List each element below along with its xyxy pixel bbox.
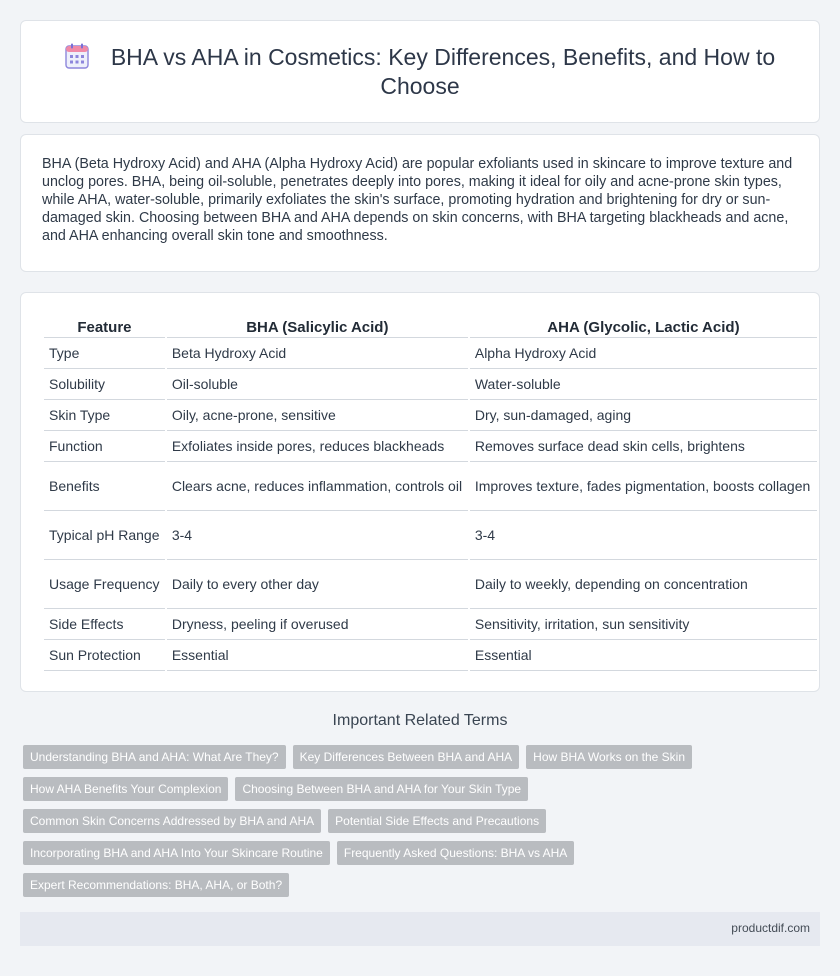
feature-cell: Type: [44, 338, 165, 369]
related-term-tag[interactable]: Key Differences Between BHA and AHA: [293, 745, 520, 769]
table-row: [44, 640, 817, 671]
header-aha: AHA (Glycolic, Lactic Acid): [470, 314, 817, 338]
feature-cell: Benefits: [44, 462, 165, 511]
table-header-row: [44, 314, 817, 338]
feature-cell: Solubility: [44, 369, 165, 400]
related-term-tag[interactable]: How AHA Benefits Your Complexion: [23, 777, 228, 801]
bha-cell: Exfoliates inside pores, reduces blackheads: [167, 431, 468, 462]
bha-cell: Oily, acne-prone, sensitive: [167, 400, 468, 431]
bha-cell: Dryness, peeling if overused: [167, 609, 468, 640]
related-terms-heading: Important Related Terms: [332, 712, 508, 729]
bha-cell: 3-4: [167, 511, 468, 560]
feature-cell: Sun Protection: [44, 640, 165, 671]
page-title: [50, 43, 790, 101]
bha-cell: Oil-soluble: [167, 369, 468, 400]
header-feature: Feature: [44, 314, 165, 338]
related-term-tag[interactable]: Common Skin Concerns Addressed by BHA and AHA: [23, 809, 321, 833]
bha-cell: Clears acne, reduces inflammation, controls oil: [167, 462, 468, 511]
title-card: [20, 20, 820, 123]
related-term-tag[interactable]: Understanding BHA and AHA: What Are They?: [23, 745, 286, 769]
related-term-tag[interactable]: Expert Recommendations: BHA, AHA, or Both?: [23, 873, 289, 897]
related-term-tag[interactable]: Frequently Asked Questions: BHA vs AHA: [337, 841, 574, 865]
related-term-tag[interactable]: Choosing Between BHA and AHA for Your Skin Type: [235, 777, 528, 801]
intro-paragraph: BHA (Beta Hydroxy Acid) and AHA (Alpha Hydroxy Acid) are popular exfoliants used in skincare to improve texture and unclog pores. BHA, being oil-soluble, penetrates deeply into pores, making it ideal for oily and acne-prone skin types, while AHA, water-soluble, primarily exfoliates the skin's surface, promoting hydration and brightening for dry or sun-damaged skin. Choosing between BHA and AHA depends on skin concerns, with BHA targeting blackheads and acne, and AHA enhancing overall skin tone and smoothness.: [42, 156, 793, 244]
aha-cell: 3-4: [470, 511, 817, 560]
comparison-table-card: [20, 292, 820, 692]
aha-cell: Alpha Hydroxy Acid: [470, 338, 817, 369]
header-bha: BHA (Salicylic Acid): [167, 314, 468, 338]
bha-cell: Beta Hydroxy Acid: [167, 338, 468, 369]
page-title-text: BHA vs AHA in Cosmetics: Key Differences, Benefits, and How to Choose: [110, 43, 776, 99]
table-row: [44, 609, 817, 640]
aha-cell: Sensitivity, irritation, sun sensitivity: [470, 609, 817, 640]
table-row: [44, 338, 817, 369]
footer-site-link[interactable]: productdif.com: [731, 921, 810, 935]
related-term-tag[interactable]: Incorporating BHA and AHA Into Your Skincare Routine: [23, 841, 330, 865]
feature-cell: Usage Frequency: [44, 560, 165, 609]
feature-cell: Typical pH Range: [44, 511, 165, 560]
related-term-tag[interactable]: Potential Side Effects and Precautions: [328, 809, 546, 833]
table-row: [44, 431, 817, 462]
aha-cell: Water-soluble: [470, 369, 817, 400]
related-terms-list: [23, 745, 713, 897]
calendar-icon: [65, 43, 89, 69]
footer: [20, 912, 820, 946]
aha-cell: Essential: [470, 640, 817, 671]
intro-card: [20, 134, 820, 272]
feature-cell: Function: [44, 431, 165, 462]
table-row: [44, 400, 817, 431]
related-term-tag[interactable]: How BHA Works on the Skin: [526, 745, 692, 769]
aha-cell: Daily to weekly, depending on concentration: [470, 560, 817, 609]
table-row: [44, 369, 817, 400]
feature-cell: Skin Type: [44, 400, 165, 431]
table-row: [44, 560, 817, 609]
bha-cell: Daily to every other day: [167, 560, 468, 609]
feature-cell: Side Effects: [44, 609, 165, 640]
table-row: [44, 462, 817, 511]
aha-cell: Removes surface dead skin cells, brightens: [470, 431, 817, 462]
aha-cell: Improves texture, fades pigmentation, boosts collagen: [470, 462, 817, 511]
table-row: [44, 511, 817, 560]
comparison-table: [42, 314, 819, 671]
aha-cell: Dry, sun-damaged, aging: [470, 400, 817, 431]
bha-cell: Essential: [167, 640, 468, 671]
